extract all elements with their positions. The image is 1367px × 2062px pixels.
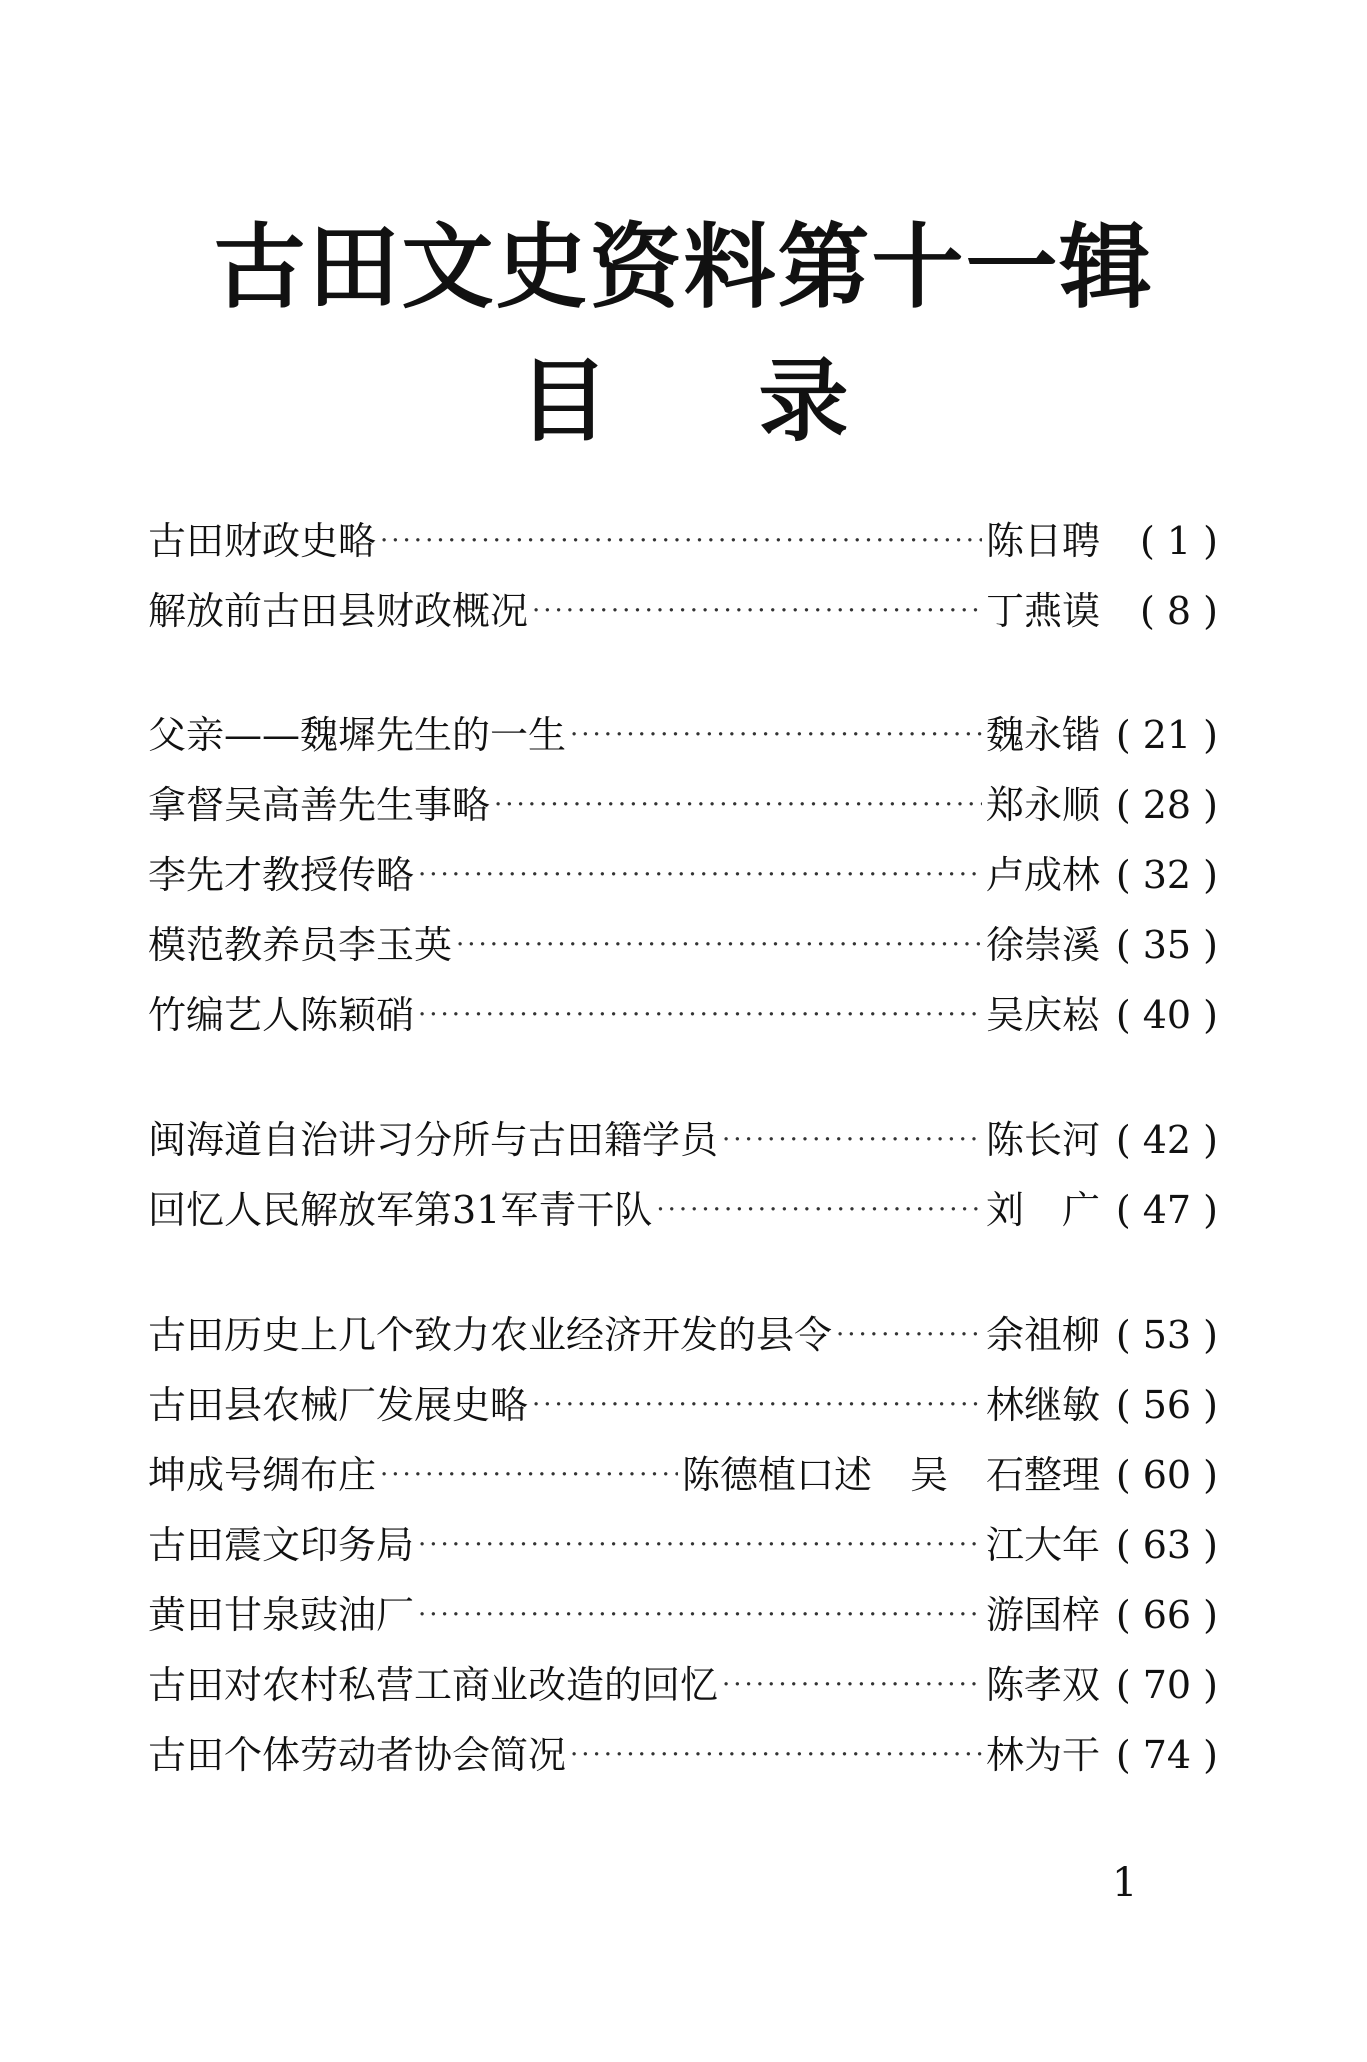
toc-entry-page: ( 35 )	[1106, 915, 1218, 975]
toc-entry-author: 游国梓	[985, 1593, 1100, 1637]
toc-entry-title: 拿督吴高善先生事略	[148, 783, 491, 827]
toc-entry-title: 古田县农械厂发展史略	[148, 1383, 529, 1427]
toc-entry-title: 解放前古田县财政概况	[148, 589, 529, 633]
toc-entry-title: 回忆人民解放军第31军青干队	[148, 1188, 653, 1232]
toc-entry	[148, 1725, 1218, 1785]
toc-entry-title: 闽海道自治讲习分所与古田籍学员	[148, 1118, 719, 1162]
toc-entry	[148, 1515, 1218, 1575]
toc-entry-page: ( 28 )	[1106, 775, 1218, 835]
toc-entry-author: 江大年	[985, 1523, 1100, 1567]
toc-entry-author: 林继敏	[985, 1383, 1100, 1427]
table-of-contents	[148, 0, 1218, 2062]
toc-entry-title: 黄田甘泉豉油厂	[148, 1593, 415, 1637]
toc-entry-title: 古田震文印务局	[148, 1523, 415, 1567]
toc-leader-dots	[418, 1585, 982, 1645]
toc-leader-dots	[656, 1180, 982, 1240]
toc-entry-page: ( 8 )	[1106, 581, 1218, 641]
toc-entry	[148, 845, 1218, 905]
toc-entry-title: 古田历史上几个致力农业经济开发的县令	[148, 1313, 833, 1357]
toc-entry-page: ( 56 )	[1106, 1375, 1218, 1435]
toc-entry-author: 陈德植口述 吴 石整理	[681, 1453, 1100, 1497]
toc-entry	[148, 1375, 1218, 1435]
toc-entry	[148, 915, 1218, 975]
toc-entry-author: 吴庆崧	[985, 993, 1100, 1037]
toc-leader-dots	[722, 1655, 982, 1715]
toc-entry-page: ( 1 )	[1106, 511, 1218, 571]
toc-entry-page: ( 74 )	[1106, 1725, 1218, 1785]
toc-entry-author: 陈长河	[985, 1118, 1100, 1162]
toc-entry-page: ( 21 )	[1106, 705, 1218, 765]
toc-entry-author: 林为干	[985, 1733, 1100, 1777]
toc-entry-title: 坤成号绸布庄	[148, 1453, 377, 1497]
toc-entry-page: ( 32 )	[1106, 845, 1218, 905]
toc-entry-title: 古田财政史略	[148, 519, 377, 563]
toc-entry-author: 丁燕谟	[985, 589, 1100, 633]
toc-entry-author: 陈孝双	[985, 1663, 1100, 1707]
toc-leader-dots	[570, 1725, 982, 1785]
toc-entry-author: 余祖柳	[985, 1313, 1100, 1357]
toc-entry-title: 竹编艺人陈颖硝	[148, 993, 415, 1037]
toc-entry-author: 卢成林	[985, 853, 1100, 897]
toc-entry-title: 模范教养员李玉英	[148, 923, 453, 967]
page-title: 古田文史资料第十一辑	[213, 213, 1154, 321]
toc-entry-title: 父亲——魏墀先生的一生	[148, 713, 567, 757]
toc-entry	[148, 1655, 1218, 1715]
toc-leader-dots	[418, 845, 982, 905]
toc-entry	[148, 775, 1218, 835]
toc-entry-title: 古田对农村私营工商业改造的回忆	[148, 1663, 719, 1707]
page-number: 1	[1112, 1860, 1138, 1906]
toc-entry	[148, 581, 1218, 641]
toc-entry	[148, 1445, 1218, 1505]
toc-leader-dots	[494, 775, 982, 835]
toc-entry	[148, 511, 1218, 571]
contents-heading-right: 录	[758, 348, 849, 454]
toc-entry	[148, 1585, 1218, 1645]
toc-entry	[148, 705, 1218, 765]
toc-entry-page: ( 70 )	[1106, 1655, 1218, 1715]
toc-entry	[148, 1305, 1218, 1365]
toc-leader-dots	[418, 985, 982, 1045]
toc-entry-page: ( 60 )	[1106, 1445, 1218, 1505]
toc-entry	[148, 1180, 1218, 1240]
toc-entry-author: 徐崇溪	[985, 923, 1100, 967]
toc-entry-author: 陈日聘	[985, 519, 1100, 563]
toc-entry-author: 刘 广	[985, 1188, 1100, 1232]
toc-leader-dots	[418, 1515, 982, 1575]
contents-heading-left: 目	[518, 348, 609, 454]
toc-leader-dots	[380, 511, 982, 571]
toc-leader-dots	[532, 581, 982, 641]
toc-entry-page: ( 42 )	[1106, 1110, 1218, 1170]
toc-leader-dots	[456, 915, 982, 975]
toc-leader-dots	[570, 705, 982, 765]
toc-leader-dots	[532, 1375, 982, 1435]
toc-entry-page: ( 53 )	[1106, 1305, 1218, 1365]
toc-entry-page: ( 66 )	[1106, 1585, 1218, 1645]
toc-entry-author: 魏永锴	[985, 713, 1100, 757]
toc-leader-dots	[836, 1305, 982, 1365]
toc-entry-title: 古田个体劳动者协会简况	[148, 1733, 567, 1777]
toc-leader-dots	[380, 1445, 678, 1505]
toc-entry-author: 郑永顺	[985, 783, 1100, 827]
toc-entry-page: ( 40 )	[1106, 985, 1218, 1045]
toc-entry-title: 李先才教授传略	[148, 853, 415, 897]
toc-entry	[148, 1110, 1218, 1170]
toc-leader-dots	[722, 1110, 982, 1170]
toc-entry-page: ( 47 )	[1106, 1180, 1218, 1240]
toc-entry	[148, 985, 1218, 1045]
toc-entry-page: ( 63 )	[1106, 1515, 1218, 1575]
